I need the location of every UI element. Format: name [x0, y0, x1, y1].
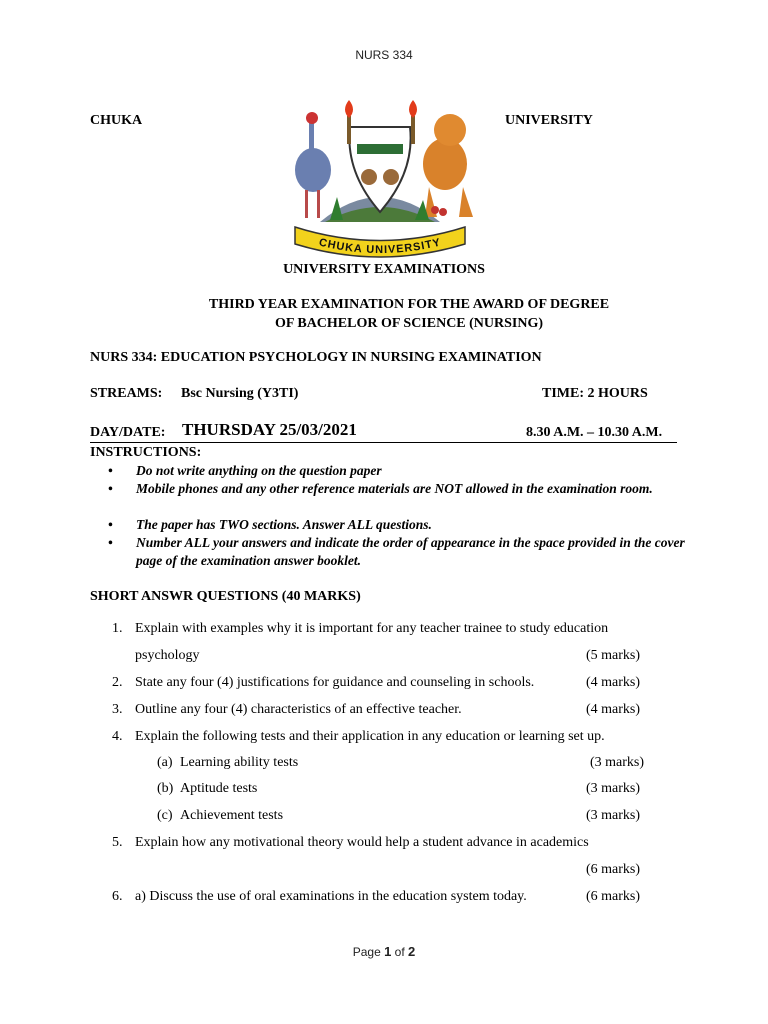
question-number: 6.	[112, 889, 123, 904]
bullet: •	[108, 481, 113, 496]
bullet: •	[108, 535, 113, 550]
question-text: State any four (4) justifications for guidance and counseling in schools.	[135, 675, 535, 690]
question-number: 4.	[112, 729, 123, 744]
page-word: Page	[352, 945, 381, 959]
question-number: 1.	[112, 621, 123, 636]
question-text: Explain with examples why it is important for any teacher trainee to study education	[135, 621, 609, 636]
question-number: 2.	[112, 675, 123, 690]
question-text: Explain the following tests and their application in any education or learning set up.	[135, 729, 605, 744]
course-title: NURS 334: EDUCATION PSYCHOLOGY IN NURSING EXAMINATION	[90, 350, 542, 365]
question-marks: (4 marks)	[586, 702, 641, 717]
title-right: UNIVERSITY	[505, 113, 593, 128]
question-text: psychology	[135, 648, 200, 663]
question-number: 3.	[112, 702, 123, 717]
question-text: Explain how any motivational theory would help a student advance in academics	[135, 835, 589, 850]
exam-time: TIME: 2 HOURS	[542, 386, 648, 401]
instruction-item: • Number ALL your answers and indicate the order of appearance in the space provided in the cover page of the examination answer booklet.	[108, 535, 685, 568]
instruction-item: • Do not write anything on the question paper	[108, 463, 382, 478]
question-number: 5.	[112, 835, 123, 850]
question-marks: (6 marks)	[586, 862, 641, 877]
subquestion-text: Achievement tests	[180, 808, 284, 823]
page-total: 2	[408, 944, 416, 959]
subquestion-label: (c)	[157, 808, 173, 823]
bullet: •	[108, 463, 113, 478]
streams-value: Bsc Nursing (Y3TI)	[181, 386, 299, 401]
subquestion-text: Learning ability tests	[180, 755, 299, 770]
subquestion-label: (a)	[157, 755, 173, 770]
logo-banner-text: CHUKA UNIVERSITY	[317, 236, 443, 257]
university-crest-logo	[265, 92, 495, 260]
subquestion-marks: (3 marks)	[586, 781, 641, 796]
header-divider	[90, 442, 677, 443]
subquestion-text: Aptitude tests	[180, 781, 258, 796]
exam-hours: 8.30 A.M. – 10.30 A.M.	[526, 425, 663, 440]
instructions-heading: INSTRUCTIONS:	[90, 445, 202, 460]
instruction-item: • The paper has TWO sections. Answer ALL questions.	[108, 517, 432, 532]
subquestion-marks: (3 marks)	[586, 808, 641, 823]
instruction-item: • Mobile phones and any other reference materials are NOT allowed in the examination room.	[108, 481, 653, 496]
section-heading: SHORT ANSWR QUESTIONS (40 MARKS)	[90, 589, 361, 604]
page-footer	[0, 944, 768, 959]
title-left: CHUKA	[90, 113, 143, 128]
of-word: of	[394, 945, 405, 959]
day-value: THURSDAY 25/03/2021	[182, 420, 357, 439]
question-text: a) Discuss the use of oral examinations in the education system today.	[135, 889, 527, 904]
bullet: •	[108, 517, 113, 532]
question-marks: (6 marks)	[586, 889, 641, 904]
exam-heading: UNIVERSITY EXAMINATIONS	[283, 262, 485, 277]
award-line-2: OF BACHELOR OF SCIENCE (NURSING)	[274, 316, 544, 331]
subquestion-label: (b)	[157, 781, 174, 796]
question-marks: (5 marks)	[586, 648, 641, 663]
streams-label: STREAMS:	[90, 386, 163, 401]
running-header: NURS 334	[355, 48, 413, 62]
question-marks: (4 marks)	[586, 675, 641, 690]
award-line-1: THIRD YEAR EXAMINATION FOR THE AWARD OF DEGREE	[208, 297, 610, 312]
page-number: 1	[384, 944, 392, 959]
day-label: DAY/DATE:	[90, 425, 166, 440]
subquestion-marks: (3 marks)	[590, 755, 645, 770]
question-text: Outline any four (4) characteristics of an effective teacher.	[135, 702, 462, 717]
